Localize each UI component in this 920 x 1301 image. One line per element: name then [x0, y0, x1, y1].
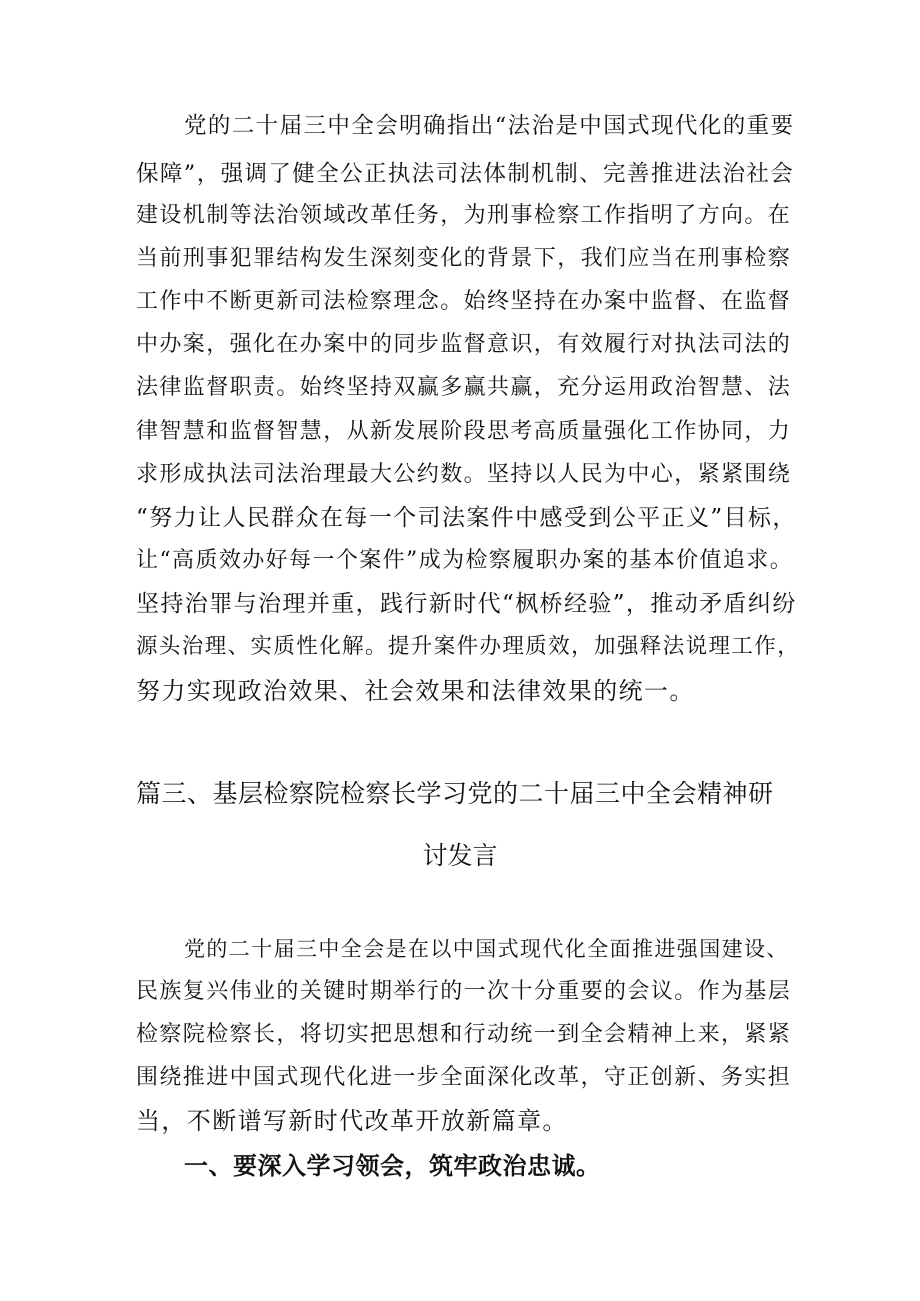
- paragraph-line: 法律监督职责。始终坚持双赢多赢共赢，充分运用政治智慧、法: [136, 375, 792, 400]
- paragraph-line: 党的二十届三中全会是在以中国式现代化全面推进强国建设、: [184, 937, 789, 961]
- paragraph-line: 保障”，强调了健全公正执法司法体制机制、完善推进法治社会: [136, 161, 795, 187]
- paragraph-line: 党的二十届三中全会明确指出“法治是中国式现代化的重要: [184, 113, 795, 139]
- paragraph-line: 源头治理、实质性化解。提升案件办理质效，加强释法说理工作，: [136, 634, 801, 659]
- paragraph-line: 中办案，强化在办案中的同步监督意识，有效履行对执法司法的: [136, 332, 792, 357]
- paragraph-line: 工作中不断更新司法检察理念。始终坚持在办案中监督、在监督: [136, 289, 792, 314]
- paragraph-line: 求形成执法司法治理最大公约数。坚持以人民为中心，紧紧围绕: [136, 462, 792, 487]
- paragraph-line: 围绕推进中国式现代化进一步全面深化改革，守正创新、务实担: [136, 1065, 792, 1090]
- paragraph-line: “努力让人民群众在每一个司法案件中感受到公平正义”目标，: [136, 505, 797, 531]
- paragraph-line: 坚持治罪与治理并重，践行新时代“枫桥经验”，推动矛盾纠纷: [136, 591, 797, 617]
- subheading: 一、要深入学习领会，筑牢政治忠诚。: [184, 1152, 601, 1180]
- section-heading-continuation: 讨发言: [422, 841, 498, 870]
- paragraph-line: 让“高质效办好每一个案件”成为检察履职办案的基本价值追求。: [136, 548, 794, 573]
- paragraph-line: 律智慧和监督智慧，从新发展阶段思考高质量强化工作协同，力: [136, 419, 792, 444]
- paragraph-line: 建设机制等法治领域改革任务，为刑事检察工作指明了方向。在: [136, 203, 792, 228]
- paragraph-line: 民族复兴伟业的关键时期举行的一次十分重要的会议。作为基层: [136, 979, 792, 1004]
- paragraph-line: 当，不断谱写新时代改革开放新篇章。: [136, 1107, 568, 1135]
- paragraph-line: 努力实现政治效果、社会效果和法律效果的统一。: [136, 677, 695, 705]
- paragraph-line: 检察院检察长，将切实把思想和行动统一到全会精神上来，紧紧: [136, 1022, 792, 1047]
- section-heading: 篇三、基层检察院检察长学习党的二十届三中全会精神研: [136, 779, 774, 808]
- paragraph-line: 当前刑事犯罪结构发生深刻变化的背景下，我们应当在刑事检察: [136, 246, 792, 271]
